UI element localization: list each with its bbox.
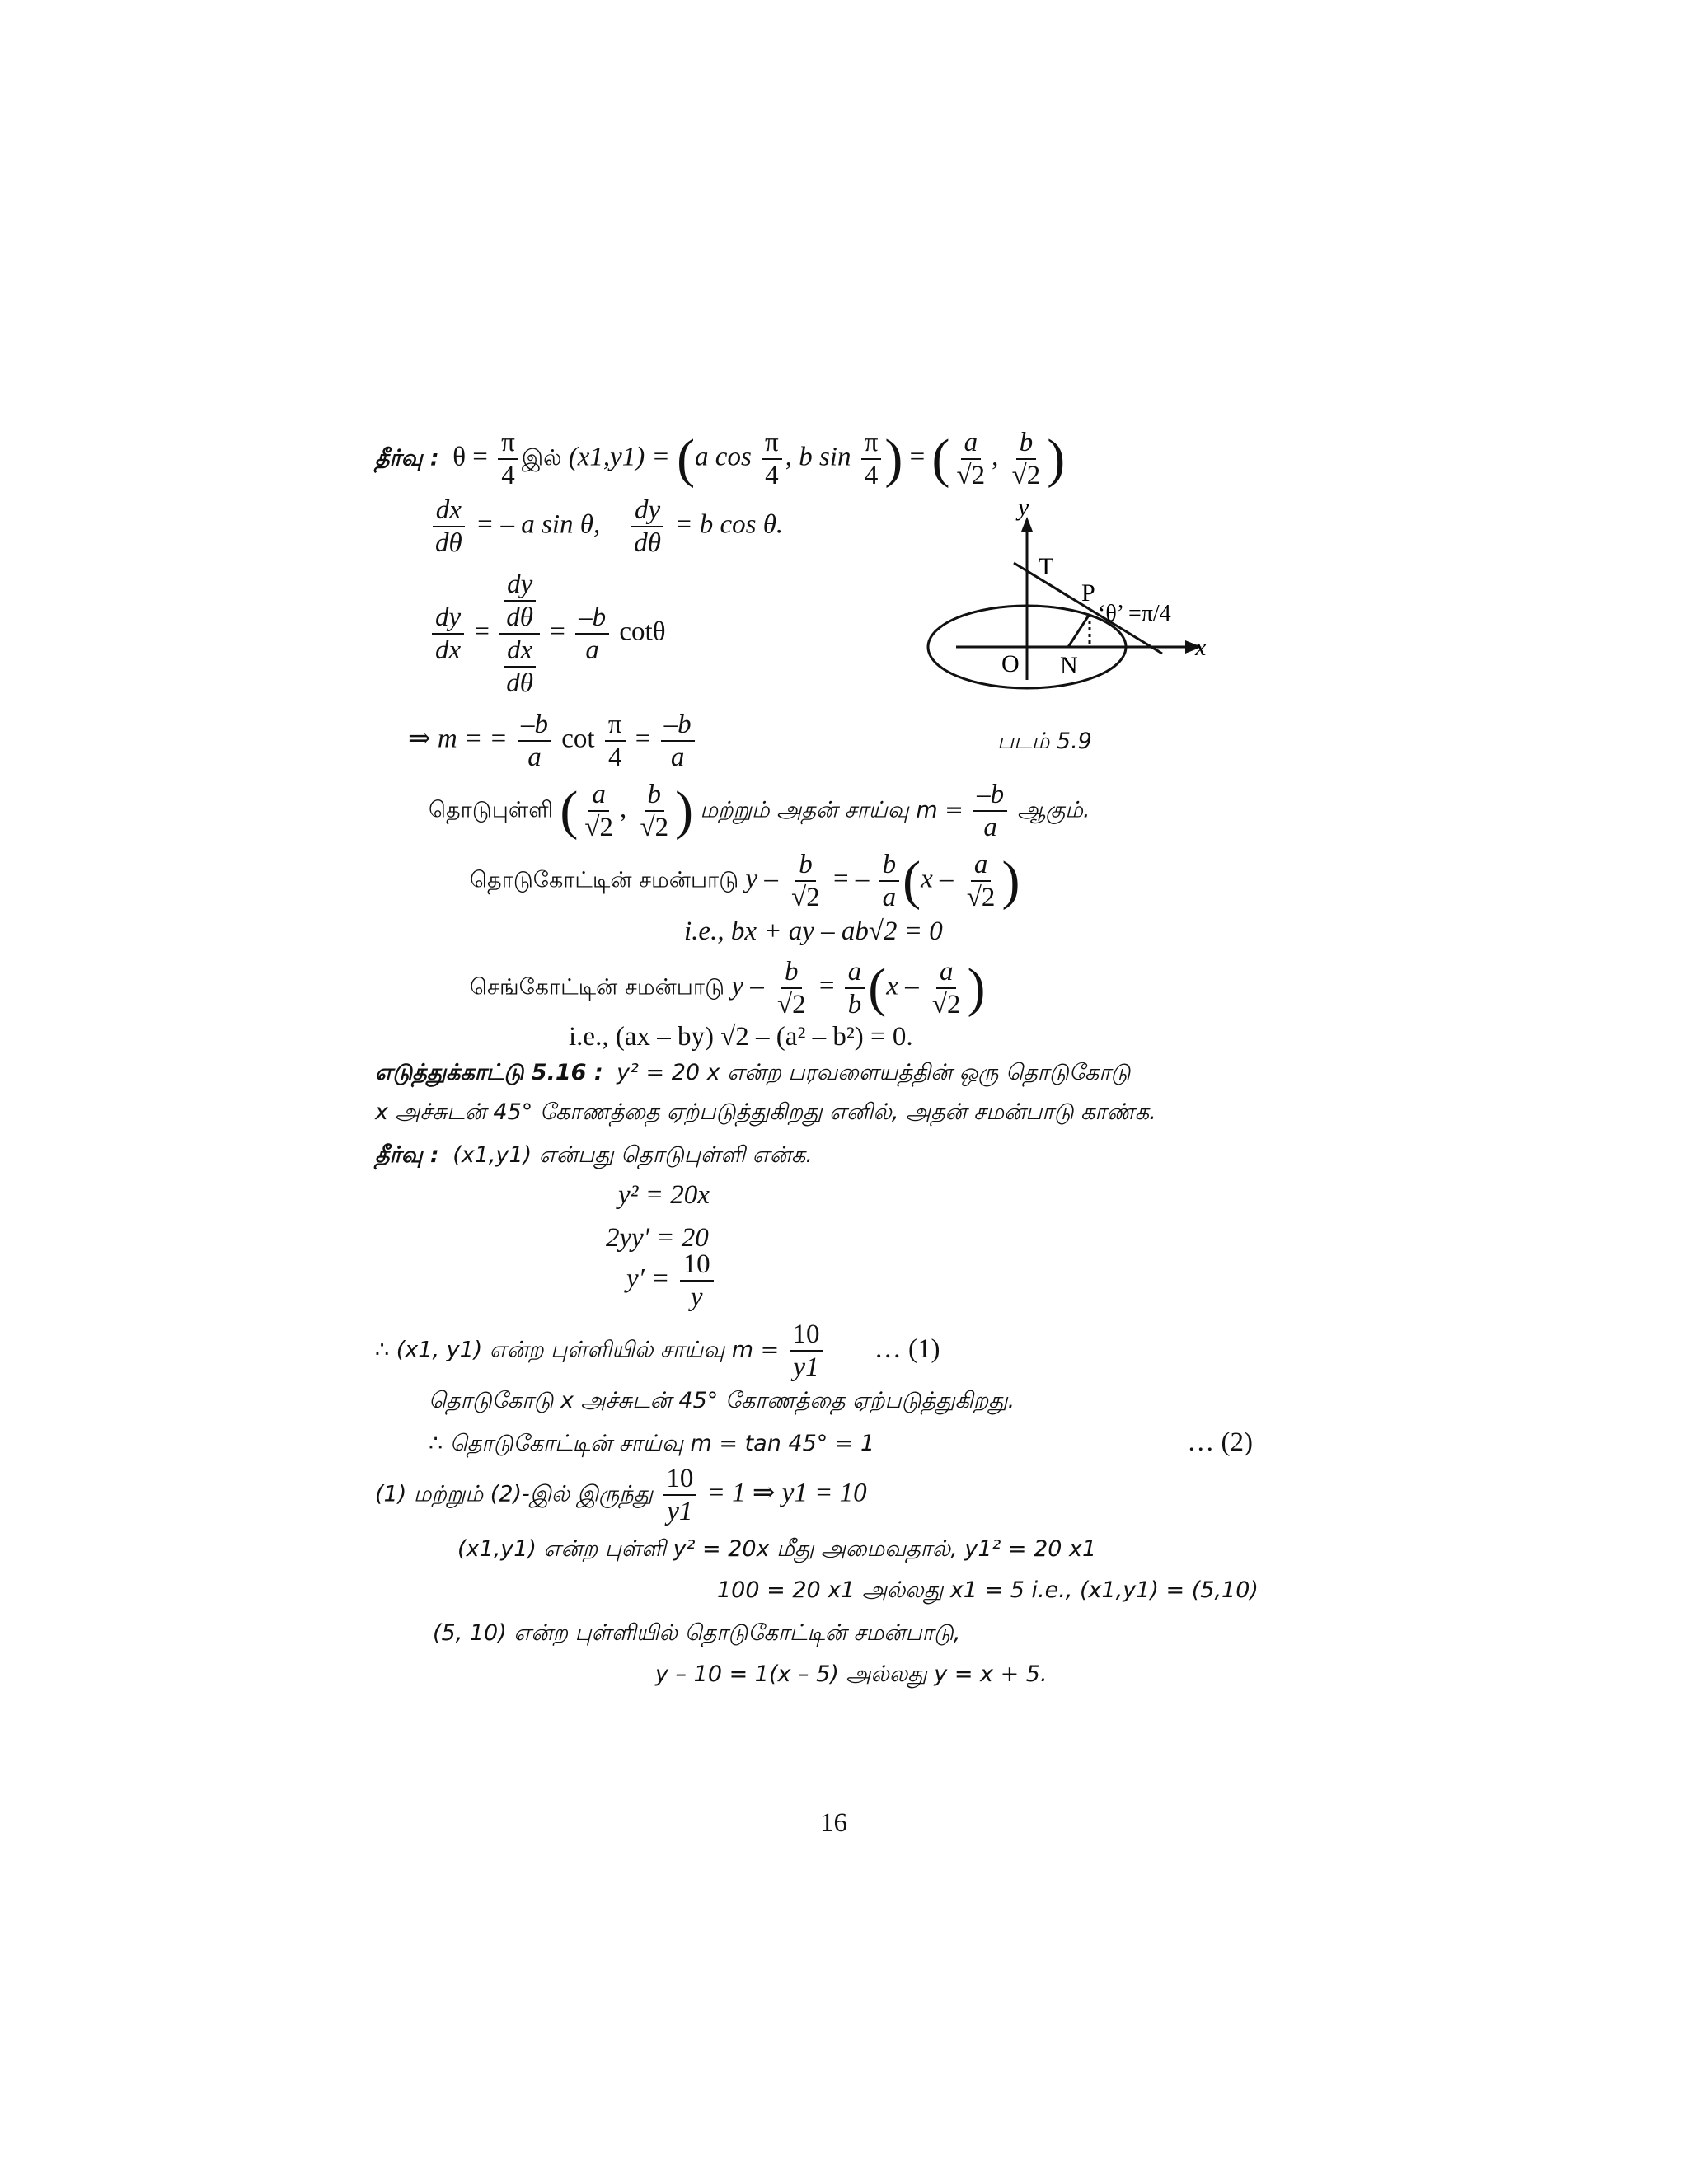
y-prime-equation bbox=[626, 1249, 717, 1313]
figure-caption: படம் 5.9 bbox=[997, 729, 1092, 754]
derivative-equation: 2yy′ = 20 bbox=[606, 1223, 709, 1253]
solution-line-2 bbox=[429, 494, 783, 559]
x-minus: x – bbox=[921, 864, 954, 894]
a-over-b: $\frac{a}{b}$ bbox=[845, 956, 865, 1020]
x-minus-2: x – bbox=[886, 971, 919, 1001]
tangent-angle-statement: தொடுகோடு x அச்சுடன் 45° கோணத்தை ஏற்படுத்துகிறது. bbox=[429, 1388, 1015, 1413]
a-over-root2-3: $\frac{a}{√2}$ bbox=[966, 850, 996, 912]
b-sin: b sin bbox=[799, 442, 851, 472]
y-minus-2: y – bbox=[731, 971, 764, 1001]
example-heading bbox=[375, 1055, 1131, 1090]
combine-line bbox=[375, 1463, 867, 1527]
solution-label: தீர்வு : bbox=[375, 445, 439, 471]
a-over-root2-2: $\frac{a}{√2}$ bbox=[584, 780, 613, 842]
eq-tag-1: … (1) bbox=[874, 1333, 940, 1364]
solution2-line-1 bbox=[375, 1137, 813, 1172]
x-label: x bbox=[1195, 634, 1207, 661]
page-number: 16 bbox=[820, 1808, 847, 1838]
solution2-intro: (x1,y1) என்பது தொடுபுள்ளி என்க. bbox=[452, 1142, 813, 1168]
radius-line bbox=[1068, 614, 1090, 647]
b-over-root2-3: $\frac{b}{√2}$ bbox=[791, 850, 820, 912]
a-cos: a cos bbox=[695, 442, 752, 472]
y-label: y bbox=[1018, 499, 1029, 521]
normal-equation: செங்கோட்டின் சமன்பாடு y – $\frac{b}{√2}$ = $\frac{a}{b}$ (x – $\frac{a}{√2}$ ) bbox=[470, 957, 986, 1019]
solution-line-5: தொடுபுள்ளி ( $\frac{a}{√2}$ , $\frac{b}{√2}$ ) மற்றும் அதன் சாய்வு m = $\frac{-b}{a}$ ஆகும். bbox=[429, 780, 1090, 842]
eq-minus: = – bbox=[833, 864, 870, 894]
b-over-a: $\frac{b}{a}$ bbox=[879, 849, 900, 913]
minus-b-over-a-2: $\frac{-b}{a}$ bbox=[518, 709, 551, 773]
pi-over-4-fraction: $\frac{\pi}{4}$ bbox=[498, 427, 518, 491]
example-label: எடுத்துக்காட்டு 5.16 : bbox=[375, 1060, 603, 1085]
point-on-parabola: (x1,y1) என்ற புள்ளி y² = 20x மீது அமைவதால், y1² = 20 x1 bbox=[457, 1536, 1097, 1562]
pi-over-4-fraction-2: $\frac{\pi}{4}$ bbox=[762, 427, 782, 491]
y-prime: y′ = bbox=[626, 1263, 670, 1294]
slope-text: மற்றும் அதன் சாய்வு m = bbox=[700, 797, 964, 823]
dx-dtheta: $\frac{dx}{d\theta}$ bbox=[432, 494, 466, 559]
N-label: N bbox=[1060, 652, 1078, 679]
dy-dx: $\frac{dy}{dx}$ bbox=[432, 602, 464, 666]
pi-over-4-fraction-4: $\frac{\pi}{4}$ bbox=[605, 709, 626, 773]
tangent-slope-text: ∴ தொடுகோட்டின் சாய்வு m = tan 45° = 1 bbox=[429, 1431, 875, 1456]
P-label: P bbox=[1081, 579, 1095, 607]
aagum-text: ஆகும். bbox=[1017, 797, 1090, 823]
solution2-label: தீர்வு : bbox=[375, 1142, 439, 1168]
tangent-slope-line bbox=[429, 1426, 1253, 1460]
slope-at-point-text: ∴ (x1, y1) என்ற புள்ளியில் சாய்வு m = bbox=[375, 1337, 780, 1363]
ten-over-y1: $\frac{10}{y1}$ bbox=[790, 1319, 823, 1383]
final-tangent-equation: y – 10 = 1(x – 5) அல்லது y = x + 5. bbox=[655, 1661, 1048, 1687]
a-over-root2-4: $\frac{a}{√2}$ bbox=[931, 957, 961, 1019]
minus-b-over-a-3: $\frac{-b}{a}$ bbox=[661, 709, 695, 773]
solution-line-1: தீர்வு : θ = $\frac{\pi}{4}$ இல் (x1,y1) = (a cos $\frac{\pi}{4}$ , b sin $\frac{\pi}{4}$ ) = ( $\frac{a}{√2}$ , $\frac{b}{√2}$ ) bbox=[375, 428, 1066, 490]
solution-line-4 bbox=[408, 709, 698, 773]
slope-at-point bbox=[375, 1319, 940, 1383]
ten-over-y: $\frac{10}{y}$ bbox=[680, 1249, 714, 1313]
ten-over-y1-2: $\frac{10}{y1}$ bbox=[663, 1463, 696, 1527]
minus-b-over-a: $\frac{-b}{a}$ bbox=[575, 602, 609, 666]
equals-2: = bbox=[635, 724, 651, 754]
solution-line-3: $\frac{dy}{dx}$ = $\frac{dy}{d\theta}$ $\frac{dx}{d\theta}$ = $\frac{-b}{a}$ cotθ bbox=[429, 569, 666, 699]
normal-equation-simplified: i.e., (ax – by) √2 – (a² – b²) = 0. bbox=[569, 1022, 913, 1052]
example-text-1: y² = 20 x என்ற பரவளையத்தின் ஒரு தொடுகோடு bbox=[617, 1060, 1131, 1085]
parabola-equation: y² = 20x bbox=[618, 1180, 710, 1210]
tangent-point-text: தொடுபுள்ளி bbox=[429, 797, 554, 823]
x1-result: 100 = 20 x1 அல்லது x1 = 5 i.e., (x1,y1) = (5,10) bbox=[717, 1577, 1259, 1603]
O-label: O bbox=[1001, 650, 1020, 677]
b-over-root2-4: $\frac{b}{√2}$ bbox=[776, 957, 806, 1019]
m-equals: ⇒ m = = bbox=[408, 724, 508, 754]
eq-tag-2: … (2) bbox=[1187, 1427, 1253, 1457]
normal-eq-label: செங்கோட்டின் சமன்பாடு bbox=[470, 974, 725, 1001]
tangent-at-point-label: (5, 10) என்ற புள்ளியில் தொடுகோட்டின் சமன்பாடு, bbox=[433, 1620, 961, 1646]
theta-label: ‘θ’ =π/4 bbox=[1098, 601, 1171, 626]
T-label: T bbox=[1039, 553, 1054, 580]
minus-b-over-a-4: $\frac{-b}{a}$ bbox=[973, 779, 1007, 843]
pi-over-4-fraction-3: $\frac{\pi}{4}$ bbox=[861, 427, 882, 491]
compound-fraction: $\frac{dy}{d\theta}$ $\frac{dx}{d\theta}$ bbox=[499, 569, 540, 699]
y-minus: y – bbox=[745, 864, 778, 894]
y1-result: = 1 ⇒ y1 = 10 bbox=[706, 1478, 867, 1508]
combine-text: (1) மற்றும் (2)-இல் இருந்து bbox=[375, 1481, 654, 1507]
cot-theta: cotθ bbox=[619, 616, 666, 647]
dx-dtheta-value: = – a sin θ, bbox=[475, 509, 601, 540]
il-text: இல் bbox=[521, 445, 562, 471]
cot: cot bbox=[561, 724, 595, 754]
dy-dtheta-value: = b cos θ. bbox=[674, 509, 784, 540]
a-over-root2: $\frac{a}{√2}$ bbox=[956, 428, 986, 490]
eq-3: = bbox=[818, 971, 835, 1001]
equals: = bbox=[909, 442, 926, 472]
dy-dtheta: $\frac{dy}{d\theta}$ bbox=[631, 494, 664, 559]
tangent-eq-label: தொடுகோட்டின் சமன்பாடு bbox=[470, 867, 739, 893]
example-text-2: x அச்சுடன் 45° கோணத்தை ஏற்படுத்துகிறது எனில், அதன் சமன்பாடு காண்க. bbox=[375, 1099, 1156, 1125]
b-over-root2-2: $\frac{b}{√2}$ bbox=[640, 780, 669, 842]
theta-eq: θ = bbox=[452, 442, 488, 472]
b-over-root2: $\frac{b}{√2}$ bbox=[1011, 428, 1041, 490]
point-x1y1: (x1,y1) = bbox=[568, 442, 670, 472]
tangent-equation-simplified: i.e., bx + ay – ab√2 = 0 bbox=[684, 916, 943, 946]
tangent-equation: தொடுகோட்டின் சமன்பாடு y – $\frac{b}{√2}$ = – $\frac{b}{a}$ (x – $\frac{a}{√2}$ ) bbox=[470, 850, 1020, 912]
